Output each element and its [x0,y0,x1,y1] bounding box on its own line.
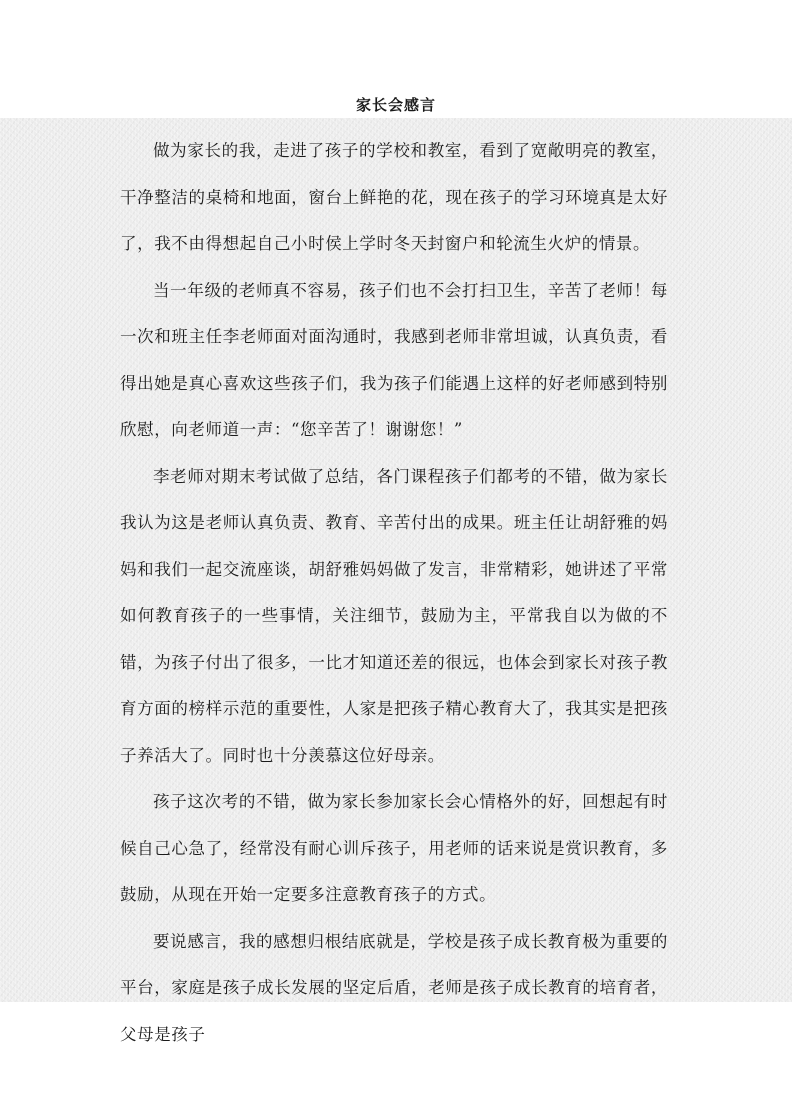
document-body [120,128,668,1058]
paragraph-5: 要说感言，我的感想归根结底就是，学校是孩子成长教育极为重要的平台，家庭是孩子成长发展的坚定后盾，老师是孩子成长教育的培育者，父母是孩子 [120,931,668,1044]
paragraph-1: 做为家长的我，走进了孩子的学校和教室，看到了宽敞明亮的教室，干净整洁的桌椅和地面，窗台上鲜艳的花，现在孩子的学习环境真是太好了，我不由得想起自己小时侯上学时冬天封窗户和轮流生火炉的情景。 [120,141,668,253]
paragraph-2: 当一年级的老师真不容易，孩子们也不会打扫卫生，辛苦了老师！每一次和班主任李老师面对面沟通时，我感到老师非常坦诚，认真负责，看得出她是真心喜欢这些孩子们，我为孩子们能遇上这样的好老师感到特别欣慰，向老师道一声：“您辛苦了！谢谢您！” [120,280,668,439]
paragraph-4: 孩子这次考的不错，做为家长参加家长会心情格外的好，回想起有时候自己心急了，经常没有耐心训斥孩子，用老师的话来说是赏识教育，多鼓励，从现在开始一定要多注意教育孩子的方式。 [120,792,668,904]
document-title: 家长会感言 [355,96,436,114]
paragraph-3: 李老师对期末考试做了总结，各门课程孩子们都考的不错，做为家长我认为这是老师认真负责、教育、辛苦付出的成果。班主任让胡舒雅的妈妈和我们一起交流座谈，胡舒雅妈妈做了发言，非常精彩，她讲述了平常如何教育孩子的一些事情，关注细节，鼓励为主，平常我自以为做的不错，为孩子付出了很多，一比才知道还差的很远，也体会到家长对孩子教育方面的榜样示范的重要性，人家是把孩子精心教育大了，我其实是把孩子养活大了。同时也十分羡慕这位好母亲。 [120,466,668,765]
